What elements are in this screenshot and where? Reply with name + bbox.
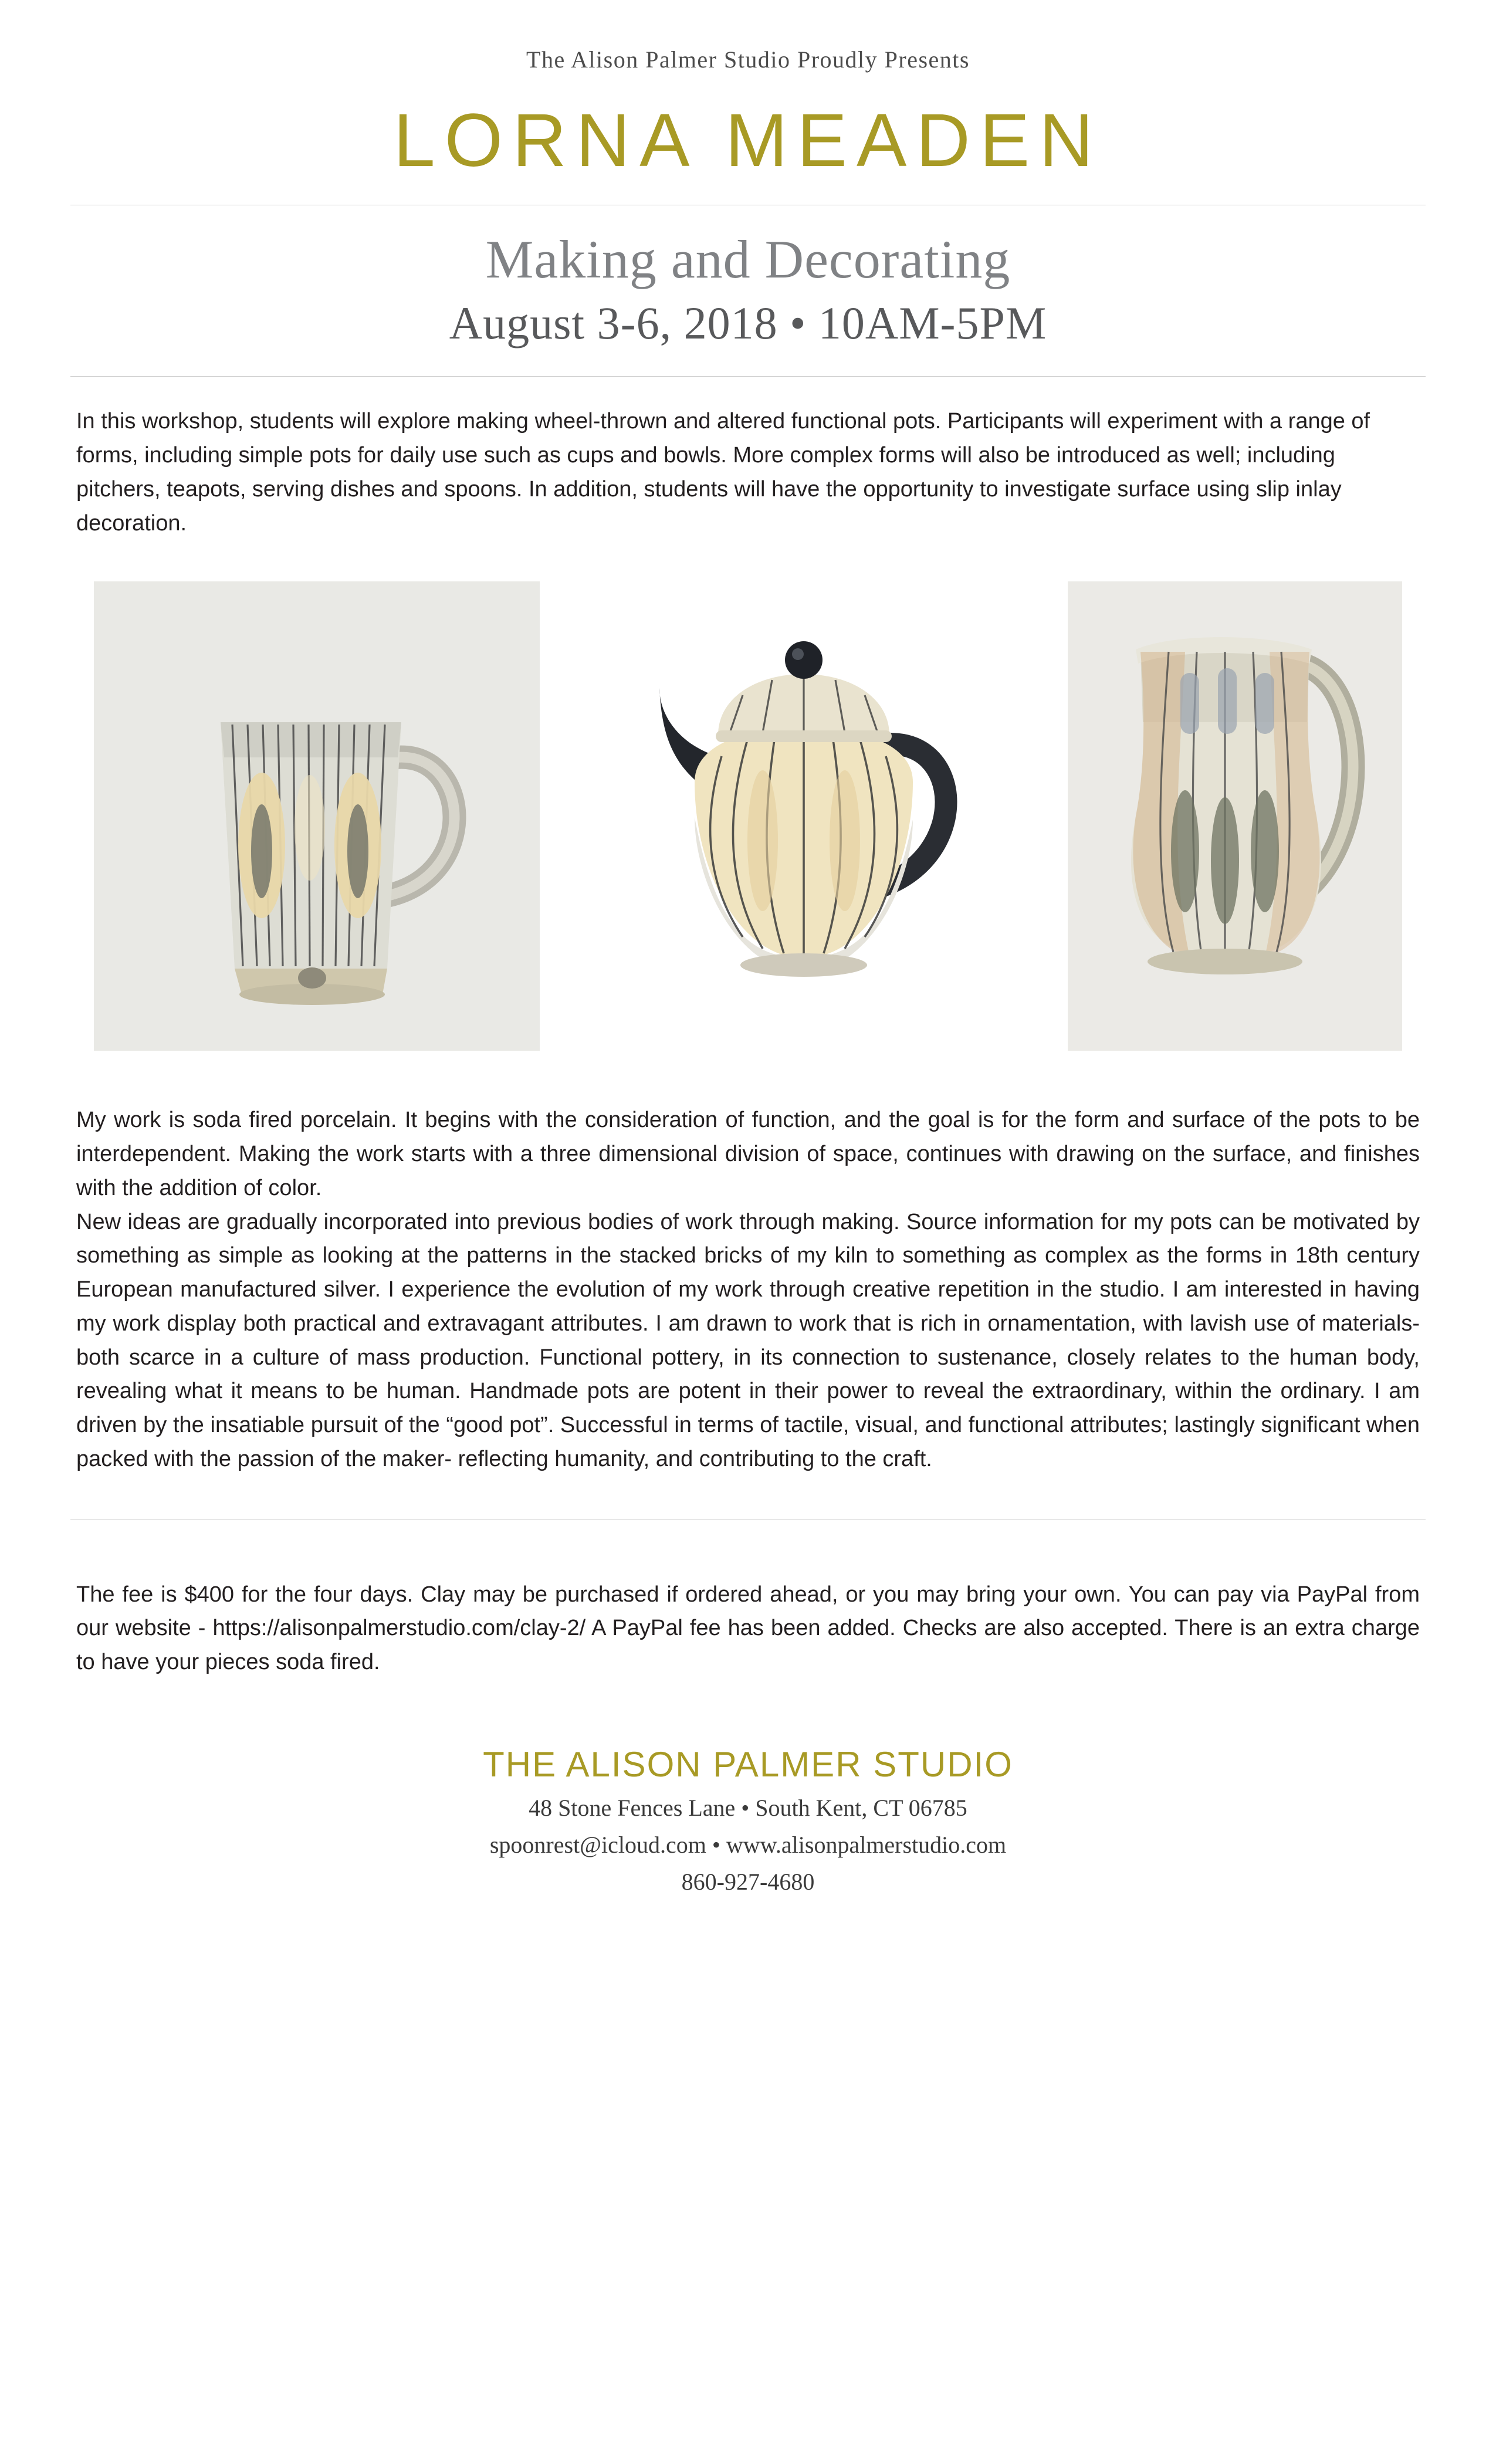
studio-contact: spoonrest@icloud.com • www.alisonpalmerstudio.com [489,1831,1007,1858]
studio-name: THE ALISON PALMER STUDIO [483,1744,1013,1784]
fee-information: The fee is $400 for the four days. Clay may be purchased if ordered ahead, or you may bring your own. You can pay via PayPal from our website - https://alisonpalmerstudio.com/clay-2/ A PayPal fee has been added. Checks are also accepted. There is an extra charge to have your pieces soda fired. [76,1582,1420,1675]
workshop-title: Making and Decorating [485,229,1011,290]
ceramic-pitcher-photo [1068,581,1402,1051]
workshop-dates: August 3-6, 2018 • 10AM-5PM [449,297,1047,348]
ceramic-mug-photo [94,581,540,1051]
workshop-description: In this workshop, students will explore making wheel-thrown and altered functional pots. Participants will experiment with a range of forms, including simple pots for daily use such as cups and bowls. More complex forms will also be introduced as well; including pitchers, teapots, serving dishes and spoons. In addition, students will have the opportunity to investigate surface using slip inlay decoration. [76,409,1370,536]
artist-statement [76,1104,1420,1476]
presenter-line: The Alison Palmer Studio Proudly Presents [526,46,970,73]
artist-name-title: LORNA MEADEN [393,99,1103,182]
ceramic-teapot-photo [587,606,1021,1034]
divider-below-dates [70,376,1426,377]
photo-gallery [94,581,1402,1051]
studio-phone: 860-927-4680 [681,1868,815,1895]
statement-paragraph-2: New ideas are gradually incorporated into previous bodies of work through making. Source information for my pots can be motivated by something as simple as looking at the patterns in the stacked bricks of my kiln to something as complex as the forms in 18th century European manufactured silver. I experience the evolution of my work through creative repetition in the studio. I am interested in having my work display both practical and extravagant attributes. I am drawn to work that is rich in ornamentation, with lavish use of materials- both scarce in a culture of mass production. Functional pottery, in its connection to sustenance, closely relates to the human body, revealing what it means to be human. Handmade pots are potent in their power to reveal the extraordinary, within the ordinary. I am driven by the insatiable pursuit of the “good pot”. Successful in terms of tactile, visual, and functional attributes; lastingly significant when packed with the passion of the maker- reflecting humanity, and contributing to the craft. [76,1209,1420,1471]
studio-address: 48 Stone Fences Lane • South Kent, CT 06785 [529,1794,967,1821]
footer [70,1744,1426,1896]
statement-paragraph-1: My work is soda fired porcelain. It begins with the consideration of function, and the goal is for the form and surface of the pots to be interdependent. Making the work starts with a three dimensional division of space, continues with drawing on the surface, and finishes with the addition of color. [76,1108,1420,1200]
